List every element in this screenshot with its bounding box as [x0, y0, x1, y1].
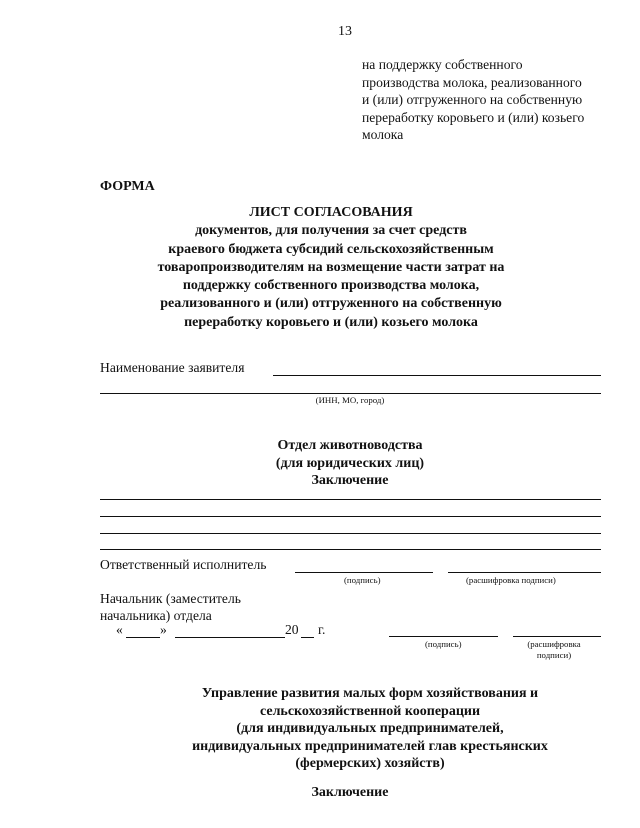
- head-signature-hint: (подпись): [425, 639, 462, 649]
- livestock-conclusion-heading: Заключение: [311, 473, 389, 488]
- date-year-suffix: г.: [318, 622, 326, 637]
- head-decoding-line[interactable]: [513, 636, 601, 637]
- small-business-department-line: Управление развития малых форм хозяйствования и: [201, 686, 539, 701]
- reference-block: [362, 56, 622, 144]
- title-block: [0, 204, 640, 332]
- date-year-prefix: 20: [285, 622, 299, 637]
- responsible-signature-line[interactable]: [295, 572, 433, 573]
- conclusion-line[interactable]: [100, 549, 601, 550]
- small-business-department-line: (фермерских) хозяйств): [295, 756, 445, 771]
- reference-line: молока: [362, 127, 404, 142]
- small-business-department-block: [0, 685, 640, 773]
- head-decoding-hint-line: подписи): [536, 650, 572, 660]
- date-close-quote: »: [160, 622, 167, 637]
- reference-line: на поддержку собственного: [362, 57, 523, 72]
- reference-line: и (или) отгруженного на собственную: [362, 92, 583, 107]
- applicant-second-line[interactable]: [100, 393, 601, 394]
- small-business-department-line: индивидуальных предпринимателей глав крестьянских: [192, 738, 548, 754]
- head-signature-line[interactable]: [389, 636, 498, 637]
- reference-line: производства молока, реализованного: [362, 74, 582, 90]
- form-label: ФОРМА: [100, 179, 155, 194]
- livestock-department-subtitle: (для юридических лиц): [275, 455, 425, 471]
- small-business-conclusion-heading: Заключение: [311, 785, 389, 800]
- date-open-quote: «: [116, 622, 123, 637]
- date-day-line[interactable]: [126, 637, 160, 638]
- head-decoding-hint: [505, 639, 603, 661]
- subtitle-line: документов, для получения за счет средств: [195, 223, 467, 239]
- subtitle-line: переработку коровьего и (или) козьего молока: [184, 314, 478, 330]
- date-month-line[interactable]: [175, 637, 285, 638]
- head-label: [100, 590, 241, 624]
- applicant-label: Наименование заявителя: [100, 360, 245, 375]
- head-label-line: начальника) отдела: [100, 608, 212, 623]
- responsible-decoding-line[interactable]: [448, 572, 601, 573]
- conclusion-line[interactable]: [100, 516, 601, 517]
- document-title: ЛИСТ СОГЛАСОВАНИЯ: [249, 205, 413, 220]
- head-label-line: Начальник (заместитель: [100, 591, 241, 606]
- responsible-decoding-hint: (расшифровка подписи): [466, 575, 556, 585]
- applicant-field-line[interactable]: [273, 375, 601, 376]
- applicant-hint: (ИНН, МО, город): [315, 395, 385, 405]
- responsible-signature-hint: (подпись): [344, 575, 381, 585]
- livestock-department-block: [0, 437, 640, 490]
- subtitle-line: товаропроизводителям на возмещение части затрат на: [157, 259, 505, 275]
- subtitle-line: краевого бюджета субсидий сельскохозяйственным: [168, 241, 494, 257]
- responsible-label: Ответственный исполнитель: [100, 557, 267, 572]
- head-decoding-hint-line: (расшифровка: [527, 639, 581, 649]
- reference-line: переработку коровьего и (или) козьего: [362, 109, 585, 125]
- conclusion-line[interactable]: [100, 533, 601, 534]
- subtitle-line: реализованного и (или) отгруженного на собственную: [160, 296, 502, 312]
- small-business-department-line: (для индивидуальных предпринимателей,: [236, 721, 504, 736]
- livestock-department-title: Отдел животноводства: [277, 438, 423, 453]
- page-number: 13: [338, 24, 352, 39]
- date-year-line[interactable]: [301, 637, 314, 638]
- subtitle-line: поддержку собственного производства молока,: [182, 278, 480, 294]
- small-business-department-line: сельскохозяйственной кооперации: [259, 703, 481, 719]
- conclusion-line[interactable]: [100, 499, 601, 500]
